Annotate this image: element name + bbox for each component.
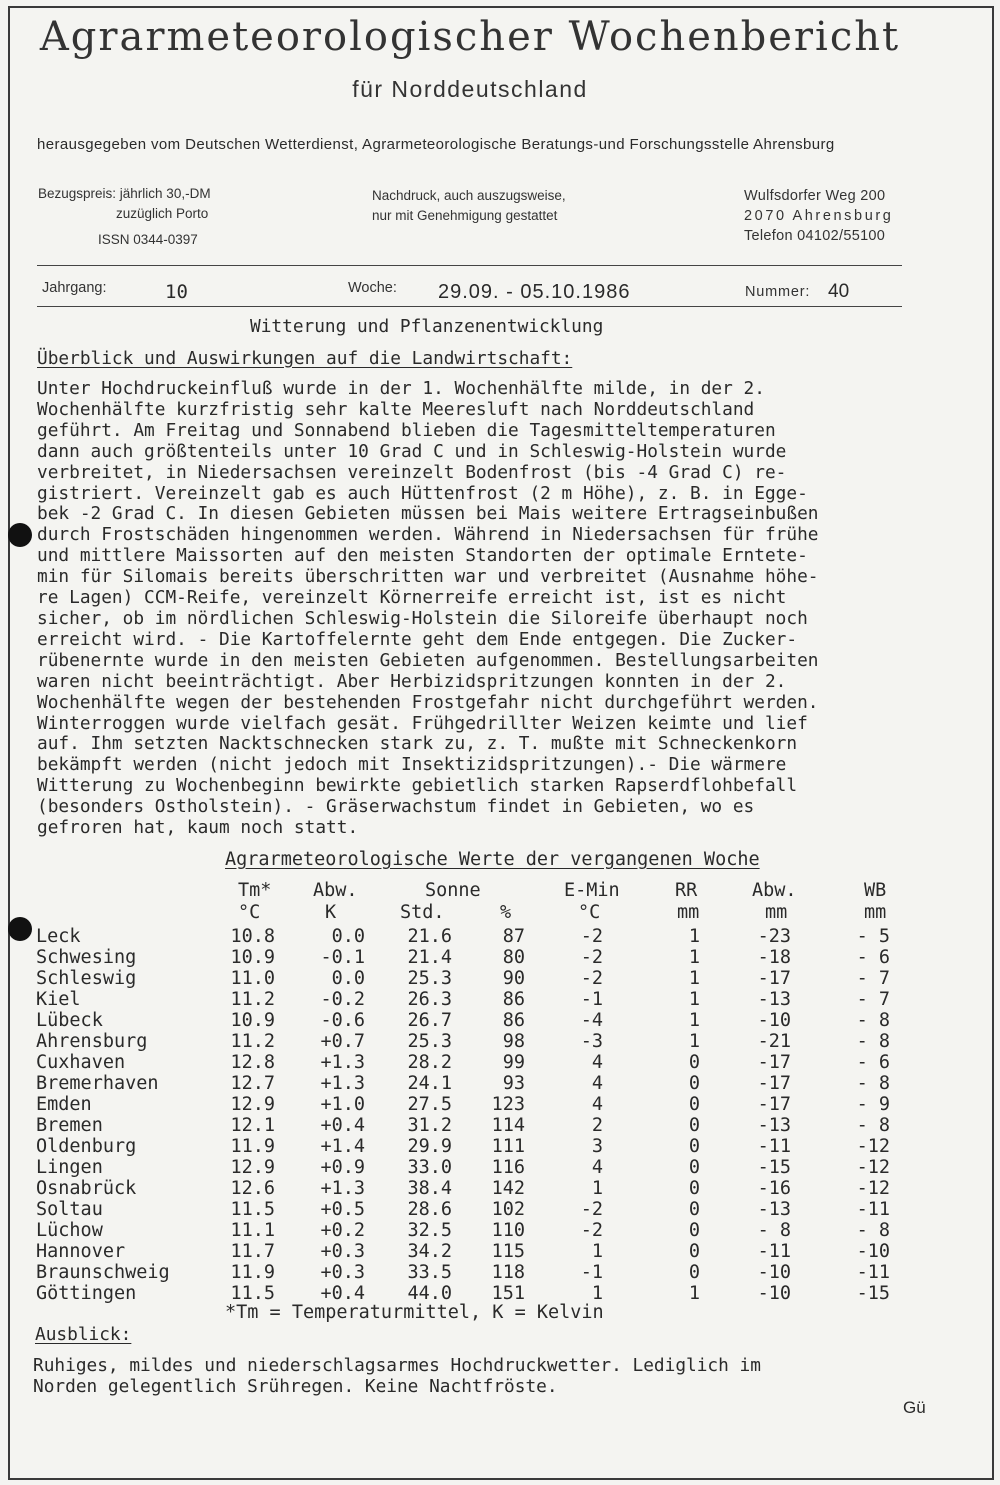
emin-value: 4: [591, 1094, 603, 1115]
tm-value: 10.8: [230, 926, 275, 947]
tm-value: 11.5: [230, 1283, 275, 1304]
station-name: Lüchow: [36, 1220, 103, 1241]
sonne-percent-value: 118: [491, 1262, 525, 1283]
overview-line: Wochenhälfte wegen der bestehenden Frostgefahr nicht durchgeführt werden.: [37, 691, 819, 713]
jahrgang-value: 10: [165, 281, 188, 303]
divider-bottom: [37, 306, 902, 307]
unit-emin: °C: [578, 902, 601, 923]
sonne-std-value: 27.5: [407, 1094, 452, 1115]
station-name: Bremerhaven: [36, 1073, 159, 1094]
sonne-std-value: 34.2: [407, 1241, 452, 1262]
sonne-percent-value: 90: [502, 968, 525, 989]
emin-value: -4: [580, 1010, 603, 1031]
overview-line: gefroren hat, kaum noch statt.: [37, 817, 359, 839]
station-name: Emden: [36, 1094, 92, 1115]
abw-k-value: +1.4: [320, 1136, 365, 1157]
overview-line: Wochenhälfte kurzfristig sehr kalte Meeresluft nach Norddeutschland: [37, 398, 755, 420]
unit-wb: mm: [864, 902, 887, 923]
unit-abw-mm: mm: [765, 902, 788, 923]
wb-value: - 6: [856, 1052, 890, 1073]
sonne-percent-value: 86: [502, 989, 525, 1010]
issn: ISSN 0344-0397: [98, 232, 198, 247]
col-abw-mm: Abw.: [752, 880, 797, 901]
overview-line: min für Silomais bereits überschritten war und verbreitet (Ausnahme höhe-: [37, 566, 819, 588]
overview-line: dann auch größtenteils unter 10 Grad C und in Schleswig-Holstein wurde: [37, 440, 787, 462]
wb-value: - 8: [856, 1115, 890, 1136]
sonne-percent-value: 87: [502, 926, 525, 947]
table-row: [0, 1052, 900, 1073]
station-name: Schleswig: [36, 968, 137, 989]
sonne-std-value: 26.7: [407, 1010, 452, 1031]
sonne-percent-value: 102: [491, 1199, 525, 1220]
nummer-value: 40: [828, 281, 850, 302]
wb-value: - 9: [856, 1094, 890, 1115]
sonne-std-value: 31.2: [407, 1115, 452, 1136]
abw-k-value: +0.4: [320, 1283, 365, 1304]
address-line-1: Wulfsdorfer Weg 200: [744, 188, 886, 204]
emin-value: -2: [580, 1220, 603, 1241]
overview-line: auf. Ihm setzten Nacktschnecken stark zu, z. T. mußte mit Schneckenkorn: [37, 733, 798, 755]
tm-value: 10.9: [230, 1010, 275, 1031]
table-row: [0, 1262, 900, 1283]
rr-value: 0: [688, 1136, 700, 1157]
table-header-units: [0, 902, 900, 923]
station-name: Schwesing: [36, 947, 137, 968]
sonne-std-value: 44.0: [407, 1283, 452, 1304]
wb-value: -11: [856, 1199, 890, 1220]
tm-value: 11.7: [230, 1241, 275, 1262]
emin-value: -3: [580, 1031, 603, 1052]
col-emin: E-Min: [564, 880, 620, 901]
station-name: Ahrensburg: [36, 1031, 148, 1052]
abw-mm-value: -15: [757, 1157, 791, 1178]
tm-value: 12.6: [230, 1178, 275, 1199]
table-footnote: *Tm = Temperaturmittel, K = Kelvin: [225, 1302, 604, 1323]
tm-value: 11.1: [230, 1220, 275, 1241]
overview-heading: Überblick und Auswirkungen auf die Landwirtschaft:: [37, 348, 573, 369]
sonne-percent-value: 151: [491, 1283, 525, 1304]
tm-value: 10.9: [230, 947, 275, 968]
emin-value: -1: [580, 989, 603, 1010]
outlook-line: Ruhiges, mildes und niederschlagsarmes Hochdruckwetter. Lediglich im: [33, 1355, 761, 1376]
wb-value: - 7: [856, 989, 890, 1010]
tm-value: 12.8: [230, 1052, 275, 1073]
table-row: [0, 947, 900, 968]
rr-value: 0: [688, 1157, 700, 1178]
wb-value: - 6: [856, 947, 890, 968]
station-name: Soltau: [36, 1199, 103, 1220]
unit-tm: °C: [238, 902, 261, 923]
rr-value: 0: [688, 1073, 700, 1094]
wb-value: - 8: [856, 1073, 890, 1094]
sonne-percent-value: 115: [491, 1241, 525, 1262]
table-row: [0, 1136, 900, 1157]
abw-k-value: -0.6: [320, 1010, 365, 1031]
table-row: [0, 1115, 900, 1136]
tm-value: 12.9: [230, 1094, 275, 1115]
emin-value: -1: [580, 1262, 603, 1283]
col-rr: RR: [675, 880, 698, 901]
abw-mm-value: -10: [757, 1010, 791, 1031]
tm-value: 11.9: [230, 1136, 275, 1157]
abw-k-value: +0.3: [320, 1262, 365, 1283]
emin-value: -2: [580, 926, 603, 947]
abw-mm-value: -13: [757, 989, 791, 1010]
rr-value: 1: [688, 1010, 700, 1031]
reprint-line-1: Nachdruck, auch auszugsweise,: [372, 188, 566, 203]
wb-value: - 7: [856, 968, 890, 989]
woche-value: 29.09. - 05.10.1986: [438, 281, 631, 303]
tm-value: 11.5: [230, 1199, 275, 1220]
table-title: Agrarmeteorologische Werte der vergangenen Woche: [225, 849, 760, 870]
wb-value: -12: [856, 1136, 890, 1157]
abw-k-value: -0.2: [320, 989, 365, 1010]
abw-mm-value: -17: [757, 1094, 791, 1115]
emin-value: 4: [591, 1157, 603, 1178]
sonne-percent-value: 142: [491, 1178, 525, 1199]
unit-percent: %: [500, 902, 512, 923]
sonne-std-value: 21.6: [407, 926, 452, 947]
rr-value: 0: [688, 1262, 700, 1283]
sonne-percent-value: 116: [491, 1157, 525, 1178]
address-line-3: Telefon 04102/55100: [744, 228, 886, 244]
report-title: Agrarmeteorologischer Wochenbericht: [39, 14, 901, 60]
abw-mm-value: -21: [757, 1031, 791, 1052]
table-row: [0, 926, 900, 947]
emin-value: -2: [580, 1199, 603, 1220]
overview-line: re Lagen) CCM-Reife, vereinzelt Körnerreife erreicht ist, ist es nicht: [37, 587, 787, 609]
rr-value: 1: [688, 926, 700, 947]
sonne-std-value: 38.4: [407, 1178, 452, 1199]
col-tm: Tm*: [238, 880, 272, 901]
station-name: Kiel: [36, 989, 81, 1010]
abw-k-value: +1.3: [320, 1178, 365, 1199]
sonne-std-value: 29.9: [407, 1136, 452, 1157]
hole-punch-mark: [8, 523, 32, 547]
sonne-std-value: 33.0: [407, 1157, 452, 1178]
section-title: Witterung und Pflanzenentwicklung: [250, 316, 604, 337]
station-name: Hannover: [36, 1241, 126, 1262]
abw-k-value: 0.0: [331, 926, 365, 947]
report-subtitle: für Norddeutschland: [352, 76, 588, 102]
sonne-std-value: 26.3: [407, 989, 452, 1010]
weather-table: [0, 880, 1000, 1320]
abw-mm-value: -11: [757, 1136, 791, 1157]
table-row: [0, 1241, 900, 1262]
station-name: Lübeck: [36, 1010, 103, 1031]
abw-k-value: +1.3: [320, 1073, 365, 1094]
emin-value: 3: [591, 1136, 603, 1157]
tm-value: 12.7: [230, 1073, 275, 1094]
wb-value: - 8: [856, 1010, 890, 1031]
overview-line: sicher, ob im nördlichen Schleswig-Holstein die Siloreife überhaupt noch: [37, 607, 808, 629]
tm-value: 11.9: [230, 1262, 275, 1283]
abw-mm-value: -10: [757, 1283, 791, 1304]
table-row: [0, 1073, 900, 1094]
rr-value: 1: [688, 1283, 700, 1304]
table-header-top: [0, 880, 900, 901]
sonne-std-value: 21.4: [407, 947, 452, 968]
station-name: Bremen: [36, 1115, 103, 1136]
sonne-std-value: 33.5: [407, 1262, 452, 1283]
table-row: [0, 1010, 900, 1031]
overview-line: und mittlere Maissorten auf den meisten Standorten der optimale Erntete-: [37, 545, 808, 567]
overview-line: rübenernte wurde in den meisten Gebieten aufgenommen. Bestellungsarbeiten: [37, 649, 819, 671]
wb-value: - 8: [856, 1220, 890, 1241]
sonne-percent-value: 114: [491, 1115, 525, 1136]
abw-k-value: -0.1: [320, 947, 365, 968]
tm-value: 11.2: [230, 1031, 275, 1052]
overview-line: durch Frostschäden hingenommen werden. Während in Niedersachsen für frühe: [37, 524, 819, 546]
station-name: Braunschweig: [36, 1262, 170, 1283]
unit-std: Std.: [400, 902, 445, 923]
abw-k-value: +0.3: [320, 1241, 365, 1262]
table-row: [0, 989, 900, 1010]
price-line-1: Bezugspreis: jährlich 30,-DM: [38, 186, 211, 201]
emin-value: 4: [591, 1073, 603, 1094]
rr-value: 1: [688, 947, 700, 968]
outlook-paragraph: [33, 1355, 761, 1397]
overview-line: Winterroggen wurde vielfach gesät. Frühgedrillter Weizen keimte und lief: [37, 712, 808, 734]
abw-mm-value: -11: [757, 1241, 791, 1262]
rr-value: 1: [688, 968, 700, 989]
nummer-label: Nummer:: [745, 284, 811, 300]
overview-line: Witterung zu Wochenbeginn bewirkte gebietlich starken Rapserdflohbefall: [37, 775, 798, 797]
sonne-percent-value: 111: [491, 1136, 525, 1157]
abw-mm-value: -13: [757, 1199, 791, 1220]
station-name: Oldenburg: [36, 1136, 137, 1157]
rr-value: 1: [688, 1031, 700, 1052]
station-name: Göttingen: [36, 1283, 137, 1304]
tm-value: 11.0: [230, 968, 275, 989]
jahrgang-label: Jahrgang:: [42, 280, 107, 296]
overview-line: bek -2 Grad C. In diesen Gebieten müssen bei Mais weitere Ertragseinbußen: [37, 503, 819, 525]
rr-value: 0: [688, 1052, 700, 1073]
table-row: [0, 1157, 900, 1178]
overview-line: erreicht wird. - Die Kartoffelernte geht dem Ende entgegen. Die Zucker-: [37, 628, 798, 650]
wb-value: - 5: [856, 926, 890, 947]
sonne-std-value: 25.3: [407, 1031, 452, 1052]
abw-k-value: 0.0: [331, 968, 365, 989]
overview-line: gistriert. Vereinzelt gab es auch Hüttenfrost (2 m Höhe), z. B. in Egge-: [37, 482, 808, 504]
sonne-percent-value: 93: [502, 1073, 525, 1094]
wb-value: -10: [856, 1241, 890, 1262]
abw-mm-value: -13: [757, 1115, 791, 1136]
overview-paragraph: [37, 379, 957, 839]
table-row: [0, 1220, 900, 1241]
sonne-percent-value: 110: [491, 1220, 525, 1241]
table-row: [0, 1199, 900, 1220]
emin-value: 2: [591, 1115, 603, 1136]
table-row: [0, 1094, 900, 1115]
overview-line: (besonders Ostholstein). - Gräserwachstum findet in Gebieten, wo es: [37, 796, 755, 818]
overview-line: Unter Hochdruckeinfluß wurde in der 1. Wochenhälfte milde, in der 2.: [37, 378, 765, 399]
sonne-std-value: 28.2: [407, 1052, 452, 1073]
emin-value: 1: [591, 1241, 603, 1262]
outlook-line: Norden gelegentlich Srühregen. Keine Nachtfröste.: [33, 1376, 558, 1397]
outlook-heading: Ausblick:: [35, 1324, 132, 1345]
emin-value: 1: [591, 1178, 603, 1199]
col-abw-k: Abw.: [313, 880, 358, 901]
sonne-std-value: 32.5: [407, 1220, 452, 1241]
reprint-line-2: nur mit Genehmigung gestattet: [372, 208, 558, 223]
abw-k-value: +0.5: [320, 1199, 365, 1220]
wb-value: -15: [856, 1283, 890, 1304]
table-row: [0, 1031, 900, 1052]
abw-mm-value: -10: [757, 1262, 791, 1283]
emin-value: -2: [580, 947, 603, 968]
table-row: [0, 1283, 900, 1304]
rr-value: 0: [688, 1199, 700, 1220]
tm-value: 11.2: [230, 989, 275, 1010]
station-name: Lingen: [36, 1157, 103, 1178]
rr-value: 1: [688, 989, 700, 1010]
col-sonne: Sonne: [425, 880, 481, 901]
abw-mm-value: -17: [757, 1073, 791, 1094]
tm-value: 12.1: [230, 1115, 275, 1136]
abw-k-value: +0.7: [320, 1031, 365, 1052]
rr-value: 0: [688, 1115, 700, 1136]
wb-value: -12: [856, 1178, 890, 1199]
emin-value: 1: [591, 1283, 603, 1304]
sonne-std-value: 24.1: [407, 1073, 452, 1094]
rr-value: 0: [688, 1220, 700, 1241]
abw-k-value: +0.4: [320, 1115, 365, 1136]
overview-line: geführt. Am Freitag und Sonnabend blieben die Tagesmitteltemperaturen: [37, 419, 776, 441]
signature: Gü: [903, 1398, 926, 1417]
rr-value: 0: [688, 1178, 700, 1199]
emin-value: -2: [580, 968, 603, 989]
col-wb: WB: [864, 880, 887, 901]
abw-k-value: +0.9: [320, 1157, 365, 1178]
divider-top: [37, 265, 902, 266]
sonne-std-value: 28.6: [407, 1199, 452, 1220]
tm-value: 12.9: [230, 1157, 275, 1178]
sonne-std-value: 25.3: [407, 968, 452, 989]
wb-value: -11: [856, 1262, 890, 1283]
emin-value: 4: [591, 1052, 603, 1073]
sonne-percent-value: 86: [502, 1010, 525, 1031]
overview-line: bekämpft werden (nicht jedoch mit Insektizidspritzungen).- Die wärmere: [37, 754, 787, 776]
overview-line: waren nicht beeinträchtigt. Aber Herbizidspritzungen konnten in der 2.: [37, 670, 787, 692]
abw-mm-value: -17: [757, 1052, 791, 1073]
abw-k-value: +0.2: [320, 1220, 365, 1241]
abw-k-value: +1.0: [320, 1094, 365, 1115]
sonne-percent-value: 98: [502, 1031, 525, 1052]
sonne-percent-value: 80: [502, 947, 525, 968]
rr-value: 0: [688, 1241, 700, 1262]
abw-mm-value: - 8: [757, 1220, 791, 1241]
abw-mm-value: -16: [757, 1178, 791, 1199]
rr-value: 0: [688, 1094, 700, 1115]
unit-abw-k: K: [325, 902, 337, 923]
station-name: Leck: [36, 926, 81, 947]
abw-mm-value: -17: [757, 968, 791, 989]
overview-line: verbreitet, in Niedersachsen vereinzelt Bodenfrost (bis -4 Grad C) re-: [37, 461, 787, 483]
unit-rr: mm: [677, 902, 700, 923]
publisher-line: herausgegeben vom Deutschen Wetterdienst, Agrarmeteorologische Beratungs-und Forschungsstelle Ahrensburg: [37, 136, 835, 153]
abw-mm-value: -23: [757, 926, 791, 947]
sonne-percent-value: 123: [491, 1094, 525, 1115]
table-row: [0, 968, 900, 989]
sonne-percent-value: 99: [502, 1052, 525, 1073]
woche-label: Woche:: [348, 280, 397, 296]
wb-value: - 8: [856, 1031, 890, 1052]
table-row: [0, 1178, 900, 1199]
station-name: Cuxhaven: [36, 1052, 126, 1073]
price-line-2: zuzüglich Porto: [116, 206, 209, 221]
station-name: Osnabrück: [36, 1178, 137, 1199]
address-line-2: 2070 Ahrensburg: [744, 208, 894, 224]
abw-mm-value: -18: [757, 947, 791, 968]
wb-value: -12: [856, 1157, 890, 1178]
abw-k-value: +1.3: [320, 1052, 365, 1073]
